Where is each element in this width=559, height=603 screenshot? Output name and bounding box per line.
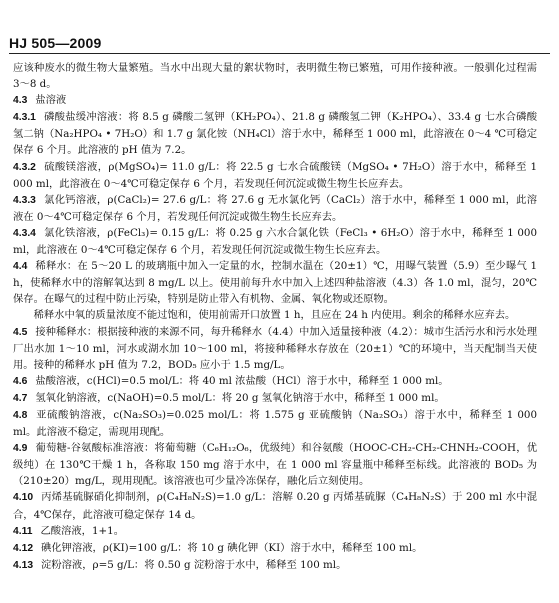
section-text: 硫酸镁溶液，ρ(MgSO₄)= 11.0 g/L：将 22.5 g 七水合硫酸镁（MgSO₄ • 7H₂O）溶于水中，稀释至 1 000 ml，此溶液在 0～4℃可稳定保存 6 个月，若发现任何沉淀或微生物生长应弃去。 [13, 160, 537, 190]
section-text: 淀粉溶液，ρ=5 g/L：将 0.50 g 淀粉溶于水中，稀释至 100 ml。 [41, 558, 347, 571]
section-number: 4.5 [13, 326, 28, 338]
section-paragraph [13, 407, 537, 440]
section-text: 盐酸溶液，c(HCl)=0.5 mol/L：将 40 ml 浓盐酸（HCl）溶于水中，稀释至 1 000 ml。 [35, 374, 449, 387]
section-number: 4.3.3 [13, 194, 36, 206]
section-text: 盐溶液 [35, 94, 67, 107]
section-number: 4.10 [13, 492, 34, 504]
section-number: 4.11 [13, 525, 33, 537]
standard-code: HJ 505—2009 [9, 35, 102, 51]
section-text: 稀释水中氧的质量浓度不能过饱和，使用前需开口放置 1 h，且应在 24 h 内使用。剩余的稀释水应弃去。 [33, 309, 516, 322]
section-text: 氢氧化钠溶液，c(NaOH)=0.5 mol/L：将 20 g 氢氧化钠溶于水中，稀释至 1 000 ml。 [35, 391, 445, 404]
section-paragraph [13, 92, 537, 109]
section-number: 4.12 [13, 542, 34, 554]
section-number: 4.9 [13, 443, 28, 455]
section-paragraph [13, 159, 537, 192]
section-paragraph [13, 390, 537, 407]
section-paragraph [13, 440, 537, 489]
section-paragraph [13, 225, 537, 258]
section-text: 氯化钙溶液，ρ(CaCl₂)= 27.6 g/L：将 27.6 g 无水氯化钙（CaCl₂）溶于水中，稀释至 1 000 ml，此溶液在 0～4℃可稳定保存 6 个月，若发现任何沉淀或微生物生长应弃去。 [13, 193, 537, 223]
section-paragraph [13, 109, 537, 158]
section-text: 亚硫酸钠溶液，c(Na₂SO₃)=0.025 mol/L：将 1.575 g 亚硫酸钠（Na₂SO₃）溶于水中，稀释至 1 000 ml。此溶液不稳定，需现用现配。 [13, 408, 537, 439]
section-paragraph [13, 324, 537, 373]
section-paragraph [13, 489, 537, 522]
section-paragraph [13, 557, 537, 574]
section-text: 应该种废水的微生物大量繁殖。当水中出现大量的絮状物时，表明微生物已繁殖，可用作接种液。一般驯化过程需 3～8 d。 [13, 62, 537, 91]
section-text: 氯化铁溶液，ρ(FeCl₃)= 0.15 g/L：将 0.25 g 六水合氯化铁（FeCl₃ • 6H₂O）溶于水中，稀释至 1 000 ml，此溶液在 0～4℃可稳定保存 6 个月，若发现任何沉淀或微生物生长应弃去。 [13, 226, 537, 257]
section-number: 4.7 [13, 392, 28, 404]
section-number: 4.3.1 [13, 112, 36, 124]
section-number: 4.4 [13, 261, 28, 273]
section-number: 4.3 [13, 95, 28, 107]
section-paragraph [13, 192, 537, 225]
section-paragraph [13, 523, 537, 540]
section-number: 4.13 [13, 559, 34, 571]
section-text: 碘化钾溶液，ρ(KI)=100 g/L：将 10 g 碘化钾（KI）溶于水中，稀释至 100 ml。 [41, 541, 423, 554]
section-paragraph [13, 258, 537, 307]
section-paragraph [13, 540, 537, 557]
section-text: 稀释水：在 5～20 L 的玻璃瓶中加入一定量的水，控制水温在（20±1）℃，用曝气装置（5.9）至少曝气 1 h，使稀释水中的溶解氧达到 8 mg/L 以上。使用前每升水中加入上述四种盐溶液（4.3）各 1.0 ml，混匀，20℃保存。在曝气的过程中防止污染，特别是防止带入有机物、金属、氧化物或还原物。 [13, 260, 537, 306]
section-paragraph [13, 307, 537, 323]
header-rule [9, 53, 550, 54]
section-number: 4.8 [13, 409, 28, 421]
section-paragraph [13, 60, 537, 92]
section-text: 葡萄糖-谷氨酸标准溶液：将葡萄糖（C₆H₁₂O₆，优级纯）和谷氨酸（HOOC-CH₂-CH₂-CHNH₂-COOH，优级纯）在 130℃干燥 1 h，各称取 150 mg 溶于水中，在 1 000 ml 容量瓶中稀释至标线。此溶液的 BOD₅ 为（210±20）mg/L，现用现配。该溶液也可少量冷冻保存，融化后立刻使用。 [13, 442, 537, 488]
section-number: 4.3.4 [13, 227, 36, 239]
section-number: 4.3.2 [13, 161, 36, 173]
section-text: 乙酸溶液，1+1。 [40, 524, 124, 537]
section-text: 接种稀释水：根据接种液的来源不同，每升稀释水（4.4）中加入适量接种液（4.2）：城市生活污水和污水处理厂出水加 1～10 ml，河水或湖水加 10～100 ml，将接种稀释水存放在（20±1）℃的环境中，当天配制当天使用。接种的稀释水 pH 值为 7.2，BOD₅ 应小于 1.5 mg/L。 [13, 325, 537, 371]
section-text: 磷酸盐缓冲溶液：将 8.5 g 磷酸二氢钾（KH₂PO₄）、21.8 g 磷酸氢二钾（K₂HPO₄）、33.4 g 七水合磷酸氢二钠（Na₂HPO₄ • 7H₂O）和 1.7 g 氯化铵（NH₄Cl）溶于水中，稀释至 1 000 ml，此溶液在 0～4 ℃可稳定保存 6 个月。此溶液的 pH 值为 7.2。 [13, 111, 537, 157]
document-body [13, 60, 537, 574]
section-paragraph [13, 373, 537, 390]
section-text: 丙烯基硫脲硝化抑制剂，ρ(C₄H₈N₂S)=1.0 g/L：溶解 0.20 g 丙烯基硫脲（C₄H₈N₂S）于 200 ml 水中混合，4℃保存，此溶液可稳定保存 14 d。 [13, 491, 537, 521]
section-number: 4.6 [13, 375, 28, 387]
